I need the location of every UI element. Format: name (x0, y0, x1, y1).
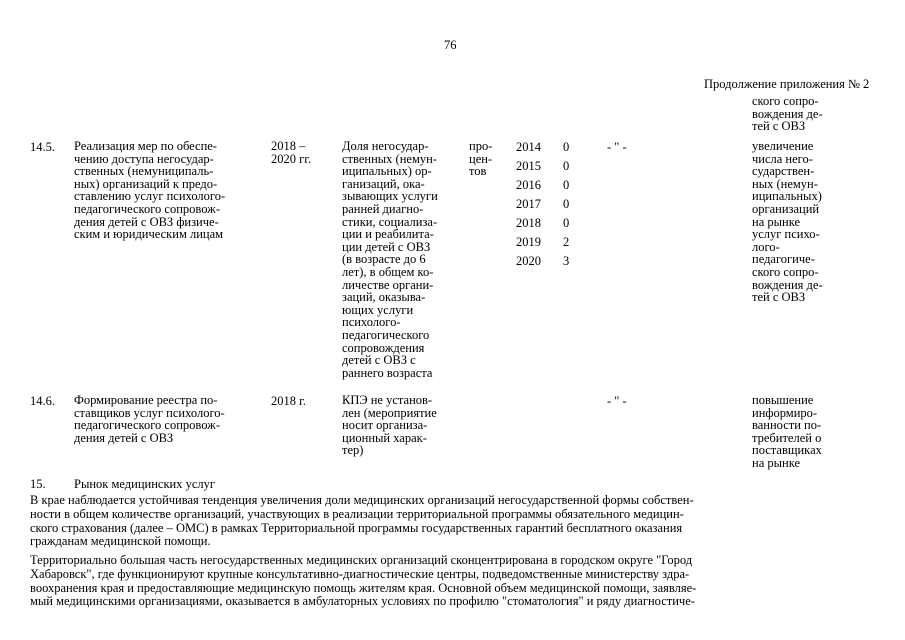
value-2017: 0 (563, 197, 570, 211)
result-text: повышение информиро- ванности по- требителей о поставщиках на рынке (752, 393, 822, 470)
unit-text: про- цен- тов (469, 139, 493, 179)
value-2015: 0 (563, 159, 570, 173)
year-2014: 2014 (516, 140, 541, 154)
page-number: 76 (444, 38, 457, 52)
value-2018: 0 (563, 216, 570, 230)
value-2016: 0 (563, 178, 570, 192)
value-2019: 2 (563, 235, 570, 249)
result-text: увеличение числа него- сударствен- ных (немун- иципальных) организаций на рынке услуг психо- лого- педагогиче- ского сопро- вождения де- тей с ОВЗ (752, 139, 823, 305)
year-2016: 2016 (516, 178, 541, 192)
row-number: 14.5. (30, 140, 55, 154)
section-number: 15. (30, 477, 46, 491)
year-2017: 2017 (516, 197, 541, 211)
year-2020: 2020 (516, 254, 541, 268)
year-2015: 2015 (516, 159, 541, 173)
section-title: Рынок медицинских услуг (74, 477, 215, 491)
continuation-label: Продолжение приложения № 2 (704, 77, 870, 91)
measure-text: Формирование реестра по- ставщиков услуг психолого- педагогического сопровож- дения детей с ОВЗ (74, 393, 225, 445)
indicator-text: КПЭ не установ- лен (мероприятие носит организа- ционный харак- тер) (342, 393, 437, 458)
value-2020: 3 (563, 254, 570, 268)
year-2019: 2019 (516, 235, 541, 249)
row-number: 14.6. (30, 394, 55, 408)
year-2018: 2018 (516, 216, 541, 230)
carryover-result: ского сопро- вождения де- тей с ОВЗ (752, 94, 823, 134)
value-2014: 0 (563, 140, 570, 154)
executor-text: - " - (607, 140, 627, 154)
term-text: 2018 – 2020 гг. (271, 139, 312, 166)
paragraph-2: Территориально большая часть негосударственных медицинских организаций сконцентрирована в городском округе "Город Хабаровск", где функционируют крупные консультативно-диагностические центры, подведомственные министерству здра- воохранения края и предоставляющие медицинскую помощь жителям края. Основной объем медицинской помощи, заявляе- мый медицинскими организациями, оказывается в амбулаторных условиях по профилю "стоматология" и ряду диагностиче- (30, 553, 697, 609)
term-text: 2018 г. (271, 394, 306, 408)
indicator-text: Доля негосудар- ственных (немун- иципальных) ор- ганизаций, ока- зывающих услуги ранней диагно- стики, социализа- ции и реабилита- ции детей с ОВЗ (в возрасте до 6 лет), в общем ко- личестве органи- заций, оказыва- ющих услуги психолого- педагогического сопровождения детей с ОВЗ с раннего возраста (342, 139, 438, 380)
executor-text: - " - (607, 394, 627, 408)
paragraph-1: В крае наблюдается устойчивая тенденция увеличения доли медицинских организаций негосударственной формы собствен- ности в общем количестве организаций, участвующих в реализации территориальной программы обязательного медицин- ского страхования (далее – ОМС) в рамках Территориальной программы государственных гарантий бесплатного оказания гражданам медицинской помощи. (30, 493, 694, 549)
measure-text: Реализация мер по обеспе- чению доступа негосудар- ственных (немуниципаль- ных) организаций к предо- ставлению услуг психолого- педагогического сопровож- дения детей с ОВЗ физиче- ским и юридическим лицам (74, 139, 226, 242)
